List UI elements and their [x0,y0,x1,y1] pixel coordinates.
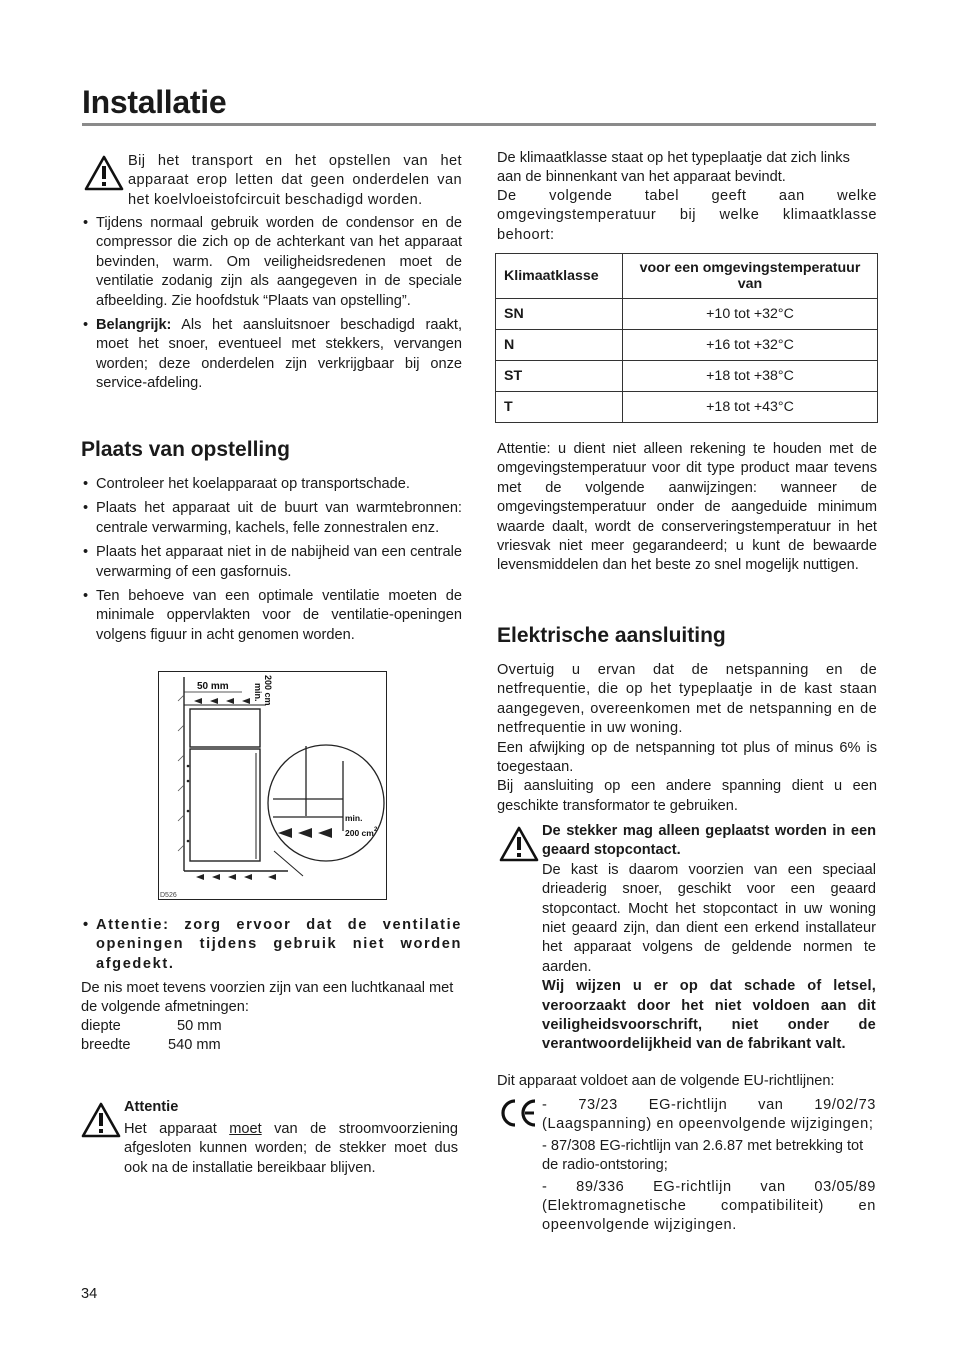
list-item: • Plaats het apparaat uit de buurt van warmtebronnen: centrale verwarming, kachels, felle zonnestralen enz. [82,499,462,538]
earth-warning-liability: Wij wijzen u er op dat schade of letsel, veroorzaakt door het niet voldoen aan dit veiligheidsvoorschrift, niet onder de verantwoordelijkheid van de fabrikant valt. [542,978,876,1053]
table-row [496,361,878,392]
warning-triangle-icon [81,1102,121,1138]
list-item: • Plaats het apparaat niet in de nabijheid van een centrale verwarming of een gasfornuis. [82,543,462,582]
attention-box-text [124,1120,458,1178]
area-superscript: 2 [374,827,378,833]
table-cell: +18 tot +43°C [623,392,878,423]
attention-text-part: Het apparaat [124,1121,230,1137]
eu-intro-text: Dit apparaat voldoet aan de volgende EU-richtlijnen: [497,1073,835,1089]
attention-bullet [82,916,462,979]
depth-label: 50 mm [197,681,229,692]
area-label-top: 200 cm [263,675,273,706]
dimension-width-label: breedte [81,1037,131,1053]
earth-warning-bold: De stekker mag alleen geplaatst worden in een geaard stopcontact. [542,823,876,859]
placement-bullet-list [82,475,462,650]
electric-paragraph: Bij aansluiting op een andere spanning dient u een geschikte transformator te gebruiken. [497,778,877,814]
page-number: 34 [81,1286,98,1302]
min-label-zoom: min. [345,813,363,823]
electric-paragraph: Een afwijking op de netspanning tot plus of minus 6% is toegestaan. [497,739,877,776]
dimension-width-value: 540 mm [168,1037,221,1053]
table-cell: +18 tot +38°C [623,361,878,392]
intro-bullet-list [82,214,462,399]
list-item: - 87/308 EG-richtlijn van 2.6.87 met betrekking tot de radio-ontstoring; [542,1137,864,1174]
climate-intro-2: De volgende tabel geeft aan welke omgevingstemperatuur bij welke klimaatklasse behoort: [497,188,877,243]
min-label-top: min. [253,683,263,702]
earth-warning-text: De kast is daarom voorzien van een speciaal drieaderig snoer, geschikt voor een geaard stopcontact. Mocht het stopcontact in uw woning niet geaard zijn, dan dient een erkend installateur het apparaat volgens de geldende normen te aarden. [542,861,876,975]
ce-mark-icon [498,1097,538,1129]
climate-intro-1: De klimaatklasse staat op het typeplaatje dat zich links aan de binnenkant van het apparaat bevindt. [497,150,850,186]
bullet-text: Als het aansluitsnoer beschadigd raakt, moet het snoer, eventueel met stekkers, vervangen worden; deze onderdelen zijn verkrijgbaar bij onze service-afdeling. [96,317,462,392]
section-heading-placement: Plaats van opstelling [81,438,290,461]
bullet-bold-label: Belangrijk: [96,317,172,334]
table-header: voor een omgevingstemperatuur van [623,254,878,299]
figure-code: D526 [160,892,177,899]
table-header: Klimaatklasse [496,254,623,299]
bullet-text: Tijdens normaal gebruik worden de condensor en de compressor die zich op de achterkant van het apparaat bevinden, warm. Om veiligheidsredenen moet de ventilatie zodanig zijn als aangegeven in de speciale afbeelding. Zie hoofdstuk “Plaats van opstelling”. [96,215,462,309]
list-item: • Attentie: zorg ervoor dat de ventilatie openingen tijdens gebruik niet worden afgedekt. [82,916,462,974]
electric-section-text [497,661,877,816]
table-cell: T [496,392,623,423]
table-row [496,392,878,423]
transport-warning-text: Bij het transport en het opstellen van het apparaat erop letten dat geen onderdelen van het koelvloeistofcircuit beschadigd worden. [128,153,462,208]
list-item [82,214,462,311]
climate-class-table [495,253,878,423]
list-item [82,316,462,394]
area-label-zoom: 200 cm [345,828,374,838]
ventilation-figure [158,671,387,900]
table-cell: +10 tot +32°C [623,299,878,330]
attention-text-part: van de stroomvoorziening afgesloten kunnen worden; de stekker moet dus ook na de installatie bereikbaar blijven. [124,1121,458,1176]
climate-attention-text: Attentie: u dient niet alleen rekening te houden met de omgevingstemperatuur voor dit type product maar tevens met de volgende aanwijzingen: wanneer de omgevingstemperatuur onder de aangeduide minimum waarde daalt, wordt de conserveringstemperatuur in het vriesvak niet meer gegarandeerd; u kunt de bewaarde levensmiddelen dan het beste zo snel mogelijk nuttigen. [497,441,877,574]
warning-triangle-icon [84,155,124,191]
attention-underlined: moet [229,1121,262,1137]
table-row [496,299,878,330]
title-rule [82,123,876,126]
table-cell: N [496,330,623,361]
electric-paragraph: Overtuig u ervan dat de netspanning en de netfrequentie, die op het typeplaatje in de kast staan aangegeven, overeenkomen met de netspanning en de netfrequentie in uw woning. [497,662,877,737]
table-cell: ST [496,361,623,392]
niche-text: De nis moet tevens voorzien zijn van een luchtkanaal met de volgende afmetningen: [81,980,454,1016]
table-header-row [496,254,878,299]
table-row [496,330,878,361]
warning-triangle-icon [499,826,539,862]
page-title: Installatie [82,84,227,120]
attention-heading: Attentie [124,1099,179,1115]
section-heading-electric: Elektrische aansluiting [497,624,726,647]
table-cell: +16 tot +32°C [623,330,878,361]
earth-warning-block [542,822,876,1055]
list-item: • Ten behoeve van een optimale ventilatie moeten de minimale oppervlakten voor de ventilatie-openingen volgens figuur in acht genomen worden. [82,587,462,645]
eu-directive-list [542,1096,876,1236]
dimension-depth-label: diepte [81,1018,121,1034]
list-item: - 73/23 EG-richtlijn van 19/02/73 (Laagspanning) en opeenvolgende wijzigingen; [542,1097,876,1133]
table-cell: SN [496,299,623,330]
dimension-depth-value: 50 mm [177,1018,222,1034]
list-item: - 89/336 EG-richtlijn van 03/05/89 (Elektromagnetische compatibiliteit) en opeenvolgende wijzigingen. [542,1178,876,1234]
list-item: • Controleer het koelapparaat op transportschade. [82,475,462,494]
